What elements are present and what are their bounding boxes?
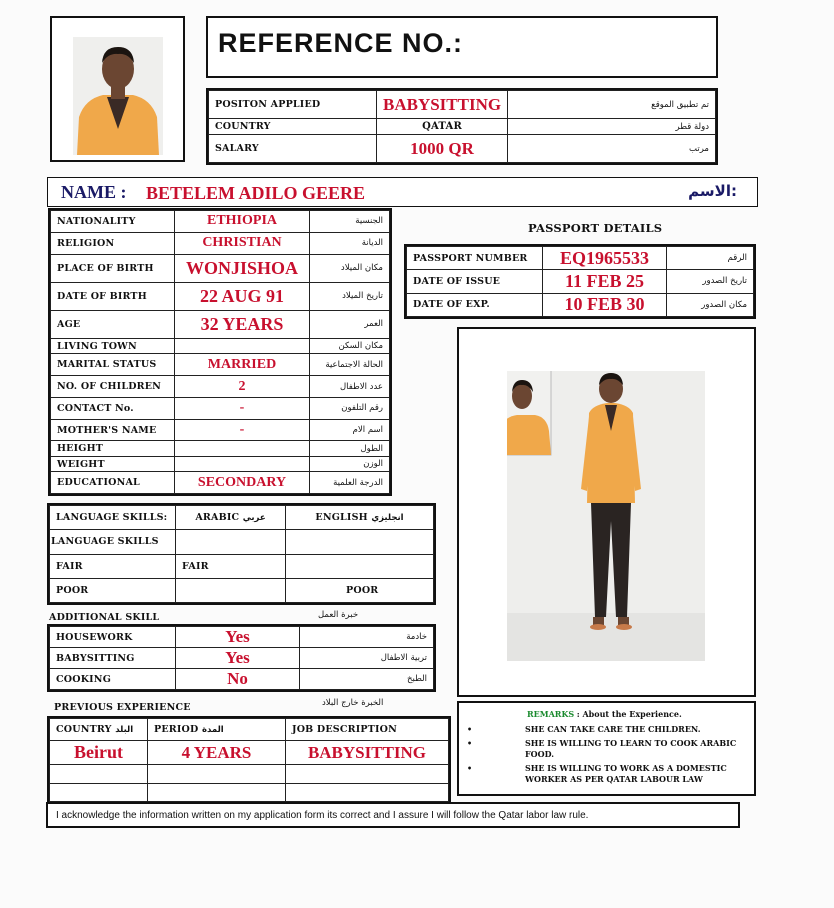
additional-skill-table xyxy=(47,624,436,692)
table-row xyxy=(50,530,434,554)
fair-label: FAIR xyxy=(50,554,176,578)
personal-arabic: رقم التلفون xyxy=(310,397,390,419)
position-arabic: تم تطبيق الموقع xyxy=(508,91,716,119)
personal-label: DATE OF BIRTH xyxy=(51,282,175,310)
passport-title: PASSPORT DETAILS xyxy=(528,221,663,235)
personal-label: AGE xyxy=(51,310,175,338)
table-row xyxy=(209,91,716,119)
personal-label: MARITAL STATUS xyxy=(51,354,175,376)
personal-value xyxy=(175,339,310,354)
personal-arabic: اسم الام xyxy=(310,419,390,441)
personal-arabic: الوزن xyxy=(310,456,390,471)
personal-value: 22 AUG 91 xyxy=(175,282,310,310)
position-value: BABYSITTING xyxy=(377,91,508,119)
name-value: BETELEM ADILO GEERE xyxy=(146,183,366,203)
table-row xyxy=(50,578,434,602)
language-skills-header: LANGUAGE SKILLS: xyxy=(50,506,176,530)
passport-number-arabic: الرقم xyxy=(667,247,754,270)
additional-skill-arabic: خبرة العمل xyxy=(318,610,359,620)
country-label: COUNTRY xyxy=(209,119,377,135)
personal-arabic: الحالة الاجتماعية xyxy=(310,354,390,376)
salary-value: 1000 QR xyxy=(377,135,508,163)
language-skills-sublabel: LANGUAGE SKILLS xyxy=(50,530,176,554)
previous-experience-arabic: الخبرة خارج البلاد xyxy=(322,698,384,708)
personal-label: PLACE OF BIRTH xyxy=(51,254,175,282)
language-table xyxy=(47,503,436,605)
personal-value: WONJISHOA xyxy=(175,254,310,282)
personal-value xyxy=(175,456,310,471)
table-row xyxy=(50,741,449,765)
experience-job: BABYSITTING xyxy=(286,741,449,765)
reference-box xyxy=(206,16,718,78)
passport-table xyxy=(404,244,756,319)
table-row xyxy=(51,419,390,441)
table-row xyxy=(50,627,434,648)
acknowledgement-box xyxy=(46,802,740,828)
table-row xyxy=(51,339,390,354)
table-row xyxy=(50,554,434,578)
personal-arabic: الديانة xyxy=(310,232,390,254)
personal-label: WEIGHT xyxy=(51,456,175,471)
table-row xyxy=(51,441,390,456)
table-row xyxy=(209,119,716,135)
babysitting-value: Yes xyxy=(176,648,300,669)
cooking-value: No xyxy=(176,669,300,690)
personal-label: HEIGHT xyxy=(51,441,175,456)
personal-arabic: الدرجة العلمية xyxy=(310,472,390,494)
country-value: QATAR xyxy=(377,119,508,135)
reference-label: REFERENCE NO.: xyxy=(218,28,464,58)
name-label: NAME : xyxy=(61,182,127,202)
full-photo-frame xyxy=(457,327,756,697)
expiry-date-value: 10 FEB 30 xyxy=(543,293,667,316)
remark-item: • SHE IS WILLING TO LEARN TO COOK ARABIC FOOD. xyxy=(467,738,737,759)
table-row xyxy=(51,232,390,254)
personal-arabic: مكان السكن xyxy=(310,339,390,354)
personal-value: ETHIOPIA xyxy=(175,211,310,233)
personal-arabic: العمر xyxy=(310,310,390,338)
personal-value: - xyxy=(175,397,310,419)
personal-label: RELIGION xyxy=(51,232,175,254)
position-table xyxy=(206,88,718,165)
personal-label: NATIONALITY xyxy=(51,211,175,233)
personal-label: EDUCATIONAL xyxy=(51,472,175,494)
acknowledgement-text: I acknowledge the information written on my application form its correct and I assure I will follow the Qatar labor law rule. xyxy=(56,810,589,821)
job-column-header: JOB DESCRIPTION xyxy=(286,719,449,741)
arabic-column-header: ARABIC عربي xyxy=(176,506,286,530)
table-row xyxy=(51,310,390,338)
experience-table xyxy=(47,716,451,804)
table-row xyxy=(50,765,449,784)
table-row xyxy=(51,397,390,419)
passport-number-label: PASSPORT NUMBER xyxy=(407,247,543,270)
personal-label: MOTHER'S NAME xyxy=(51,419,175,441)
expiry-date-label: DATE OF EXP. xyxy=(407,293,543,316)
poor-label: POOR xyxy=(50,578,176,602)
remark-item: • SHE CAN TAKE CARE THE CHILDREN. xyxy=(467,724,701,734)
personal-value: CHRISTIAN xyxy=(175,232,310,254)
table-row xyxy=(51,282,390,310)
personal-value: SECONDARY xyxy=(175,472,310,494)
personal-value: 32 YEARS xyxy=(175,310,310,338)
experience-period: 4 YEARS xyxy=(148,741,286,765)
personal-arabic: تاريخ الميلاد xyxy=(310,282,390,310)
issue-date-label: DATE OF ISSUE xyxy=(407,270,543,293)
personal-value: MARRIED xyxy=(175,354,310,376)
country-column-header: COUNTRY البلد xyxy=(50,719,148,741)
remarks-heading: REMARKS : About the Experience. xyxy=(527,709,682,719)
personal-arabic: عدد الاطفال xyxy=(310,376,390,398)
passport-number-value: EQ1965533 xyxy=(543,247,667,270)
table-row xyxy=(407,270,754,293)
position-label: POSITON APPLIED xyxy=(209,91,377,119)
expiry-date-arabic: مكان الصدور xyxy=(667,293,754,316)
personal-value: 2 xyxy=(175,376,310,398)
salary-arabic: مرتب xyxy=(508,135,716,163)
personal-arabic: الطول xyxy=(310,441,390,456)
housework-value: Yes xyxy=(176,627,300,648)
salary-label: SALARY xyxy=(209,135,377,163)
name-bar xyxy=(47,177,758,207)
portrait-photo xyxy=(73,37,163,155)
housework-label: HOUSEWORK xyxy=(50,627,176,648)
name-arabic: :الاسم xyxy=(688,182,737,200)
table-row xyxy=(51,376,390,398)
table-row xyxy=(51,354,390,376)
period-column-header: PERIOD المدة xyxy=(148,719,286,741)
personal-table xyxy=(48,208,392,496)
personal-value xyxy=(175,441,310,456)
portrait-photo-frame xyxy=(50,16,185,162)
personal-arabic: مكان الميلاد xyxy=(310,254,390,282)
experience-country: Beirut xyxy=(50,741,148,765)
table-row xyxy=(50,648,434,669)
table-row xyxy=(51,211,390,233)
english-column-header: ENGLISH انجليزي xyxy=(286,506,434,530)
cooking-arabic: الطبخ xyxy=(300,669,434,690)
babysitting-label: BABYSITTING xyxy=(50,648,176,669)
issue-date-value: 11 FEB 25 xyxy=(543,270,667,293)
arabic-level: FAIR xyxy=(176,554,286,578)
personal-arabic: الجنسية xyxy=(310,211,390,233)
table-row xyxy=(50,669,434,690)
housework-arabic: خادمة xyxy=(300,627,434,648)
personal-value: - xyxy=(175,419,310,441)
table-row xyxy=(50,506,434,530)
table-row xyxy=(51,254,390,282)
full-body-photo xyxy=(507,371,705,661)
table-row xyxy=(51,472,390,494)
country-arabic: دولة قطر xyxy=(508,119,716,135)
personal-label: CONTACT No. xyxy=(51,397,175,419)
issue-date-arabic: تاريخ الصدور xyxy=(667,270,754,293)
remark-item: • SHE IS WILLING TO WORK AS A DOMESTIC WORKER AS PER QATAR LABOUR LAW xyxy=(467,763,727,784)
table-row xyxy=(209,135,716,163)
table-row xyxy=(50,783,449,802)
english-level: POOR xyxy=(286,578,434,602)
table-row xyxy=(407,247,754,270)
previous-experience-label: PREVIOUS EXPERIENCE xyxy=(54,702,191,713)
babysitting-arabic: تربية الاطفال xyxy=(300,648,434,669)
remarks-box xyxy=(457,701,756,796)
cooking-label: COOKING xyxy=(50,669,176,690)
personal-label: LIVING TOWN xyxy=(51,339,175,354)
personal-label: NO. OF CHILDREN xyxy=(51,376,175,398)
table-row xyxy=(50,719,449,741)
additional-skill-label: ADDITIONAL SKILL xyxy=(49,612,160,623)
table-row xyxy=(51,456,390,471)
table-row xyxy=(407,293,754,316)
